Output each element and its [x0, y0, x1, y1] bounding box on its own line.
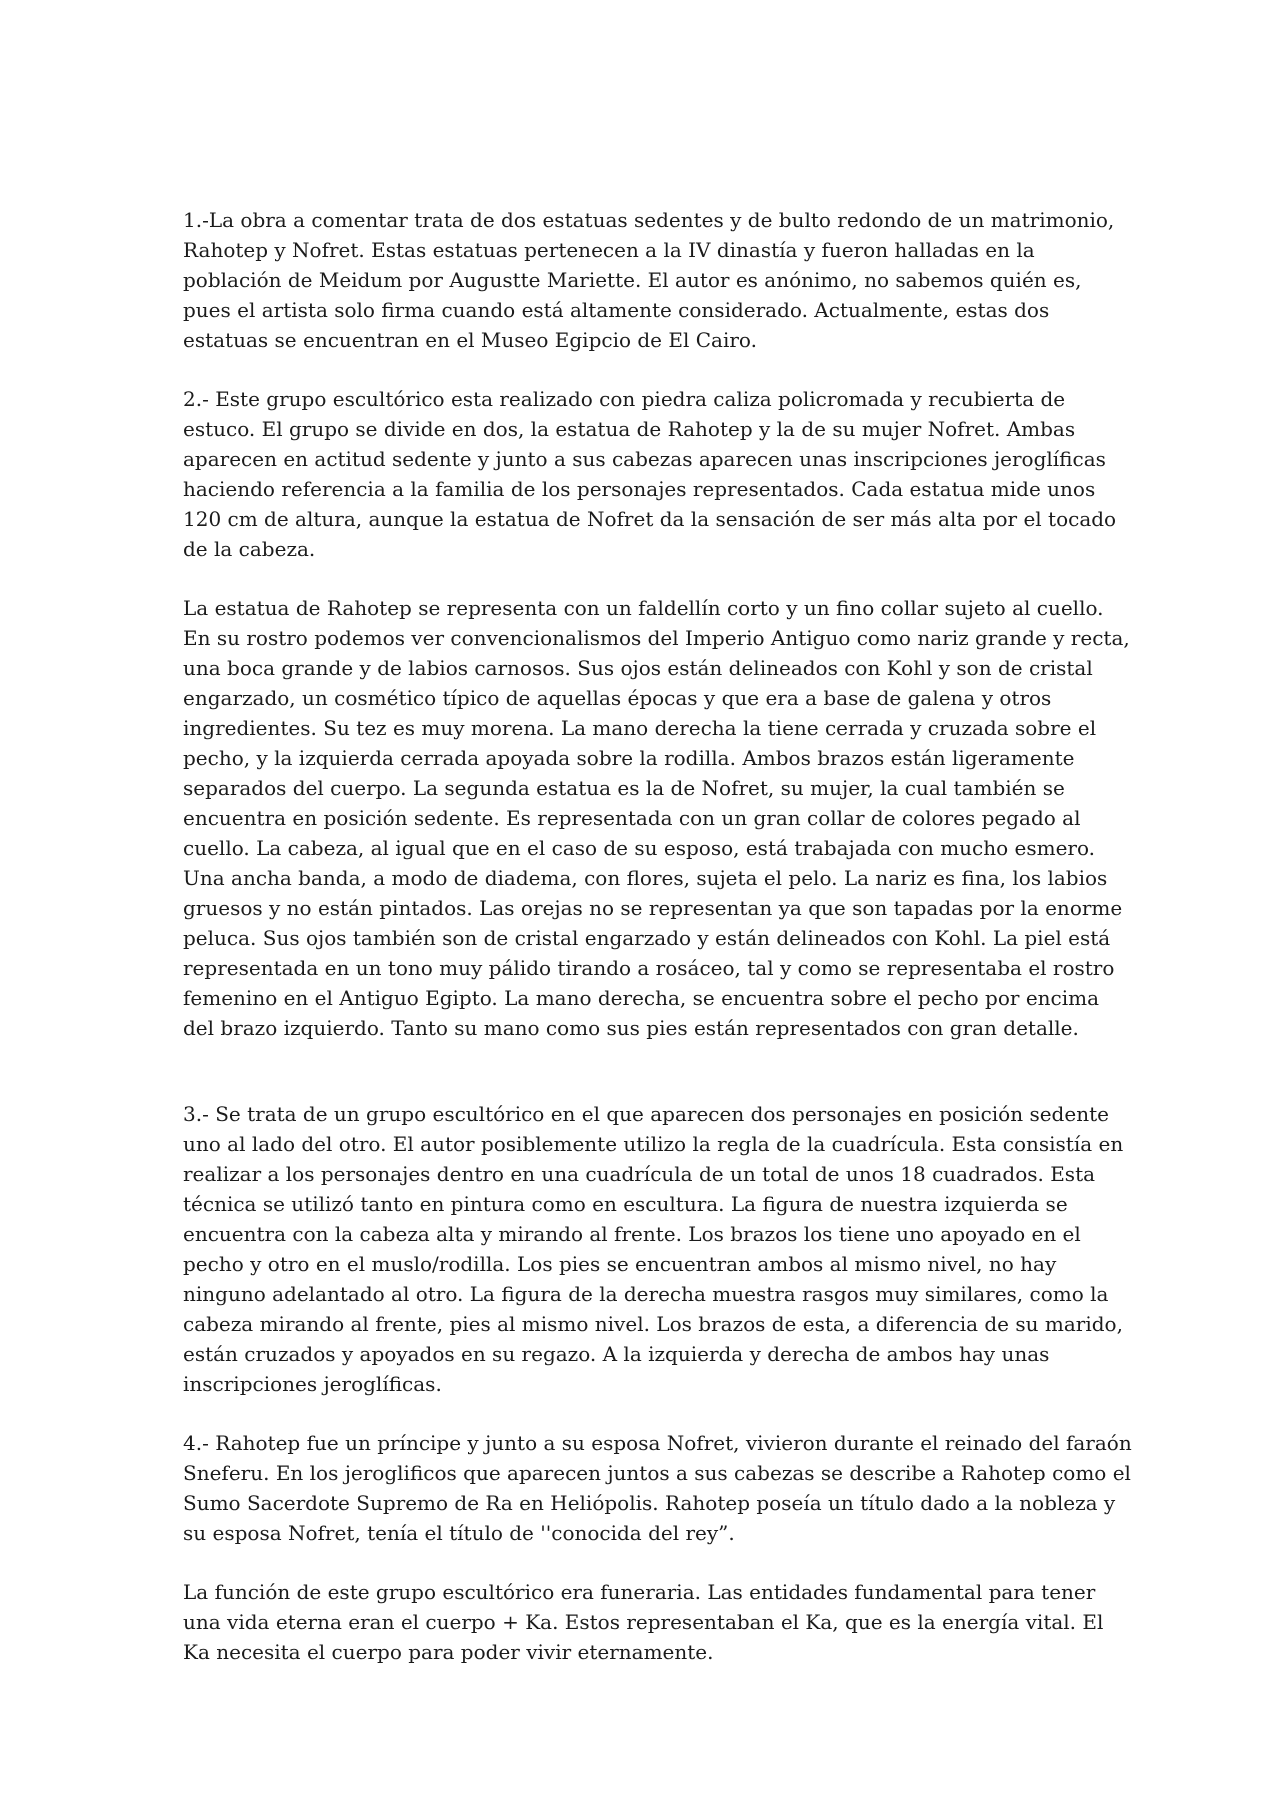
paragraph-material-description: 2.- Este grupo escultórico esta realizado con piedra caliza policromada y recubierta de estuco. El grupo se divide en dos, la estatua de Rahotep y la de su mujer Nofret. Ambas aparecen en actitud sedente y junto a sus cabezas aparecen unas inscripciones jeroglíficas haciendo referencia a la familia de los personajes representados. Cada estatua mide unos 120 cm de altura, aunque la estatua de Nofret da la sensación de ser más alta por el tocado de la cabeza.: [183, 387, 1117, 561]
paragraph-statues-detail: La estatua de Rahotep se representa con un faldellín corto y un fino collar sujeto al cuello. En su rostro podemos ver convencionalismos del Imperio Antiguo como nariz grande y recta, una boca grande y de labios carnosos. Sus ojos están delineados con Kohl y son de cristal engarzado, un cosmético típico de aquellas épocas y que era a base de galena y otros ingredientes. Su tez es muy morena. La mano derecha la tiene cerrada y cruzada sobre el pecho, y la izquierda cerrada apoyada sobre la rodilla. Ambos brazos están ligeramente separados del cuerpo. La segunda estatua es la de Nofret, su mujer, la cual también se encuentra en posición sedente. Es representada con un gran collar de colores pegado al cuello. La cabeza, al igual que en el caso de su esposo, está trabajada con mucho esmero. Una ancha banda, a modo de diadema, con flores, sujeta el pelo. La nariz es fina, los labios gruesos y no están pintados. Las orejas no se representan ya que son tapadas por la enorme peluca. Sus ojos también son de cristal engarzado y están delineados con Kohl. La piel está representada en un tono muy pálido tirando a rosáceo, tal y como se representaba el rostro femenino en el Antiguo Egipto. La mano derecha, se encuentra sobre el pecho por encima del brazo izquierdo. Tanto su mano como sus pies están representados con gran detalle.: [183, 596, 1130, 1040]
paragraph-intro-work: 1.-La obra a comentar trata de dos estatuas sedentes y de bulto redondo de un matrimonio, Rahotep y Nofret. Estas estatuas pertenecen a la IV dinastía y fueron halladas en la población de Meidum por Augustte Mariette. El autor es anónimo, no sabemos quién es, pues el artista solo firma cuando está altamente considerado. Actualmente, estas dos estatuas se encuentran en el Museo Egipcio de El Cairo.: [183, 208, 1115, 352]
paragraph-funerary-function: La función de este grupo escultórico era funeraria. Las entidades fundamental para tener una vida eterna eran el cuerpo + Ka. Estos representaban el Ka, que es la energía vital. El Ka necesita el cuerpo para poder vivir eternamente.: [183, 1580, 1104, 1664]
text-column: [183, 205, 1133, 1696]
paragraph-composition-analysis: 3.- Se trata de un grupo escultórico en el que aparecen dos personajes en posición sedente uno al lado del otro. El autor posiblemente utilizo la regla de la cuadrícula. Esta consistía en realizar a los personajes dentro en una cuadrícula de un total de unos 18 cuadrados. Esta técnica se utilizó tanto en pintura como en escultura. La figura de nuestra izquierda se encuentra con la cabeza alta y mirando al frente. Los brazos los tiene uno apoyado en el pecho y otro en el muslo/rodilla. Los pies se encuentran ambos al mismo nivel, no hay ninguno adelantado al otro. La figura de la derecha muestra rasgos muy similares, como la cabeza mirando al frente, pies al mismo nivel. Los brazos de esta, a diferencia de su marido, están cruzados y apoyados en su regazo. A la izquierda y derecha de ambos hay unas inscripciones jeroglíficas.: [183, 1102, 1124, 1396]
paragraph-historical-context: 4.- Rahotep fue un príncipe y junto a su esposa Nofret, vivieron durante el reinado del faraón Sneferu. En los jeroglificos que aparecen juntos a sus cabezas se describe a Rahotep como el Sumo Sacerdote Supremo de Ra en Heliópolis. Rahotep poseía un título dado a la nobleza y su esposa Nofret, tenía el título de ''conocida del rey”.: [183, 1431, 1132, 1545]
